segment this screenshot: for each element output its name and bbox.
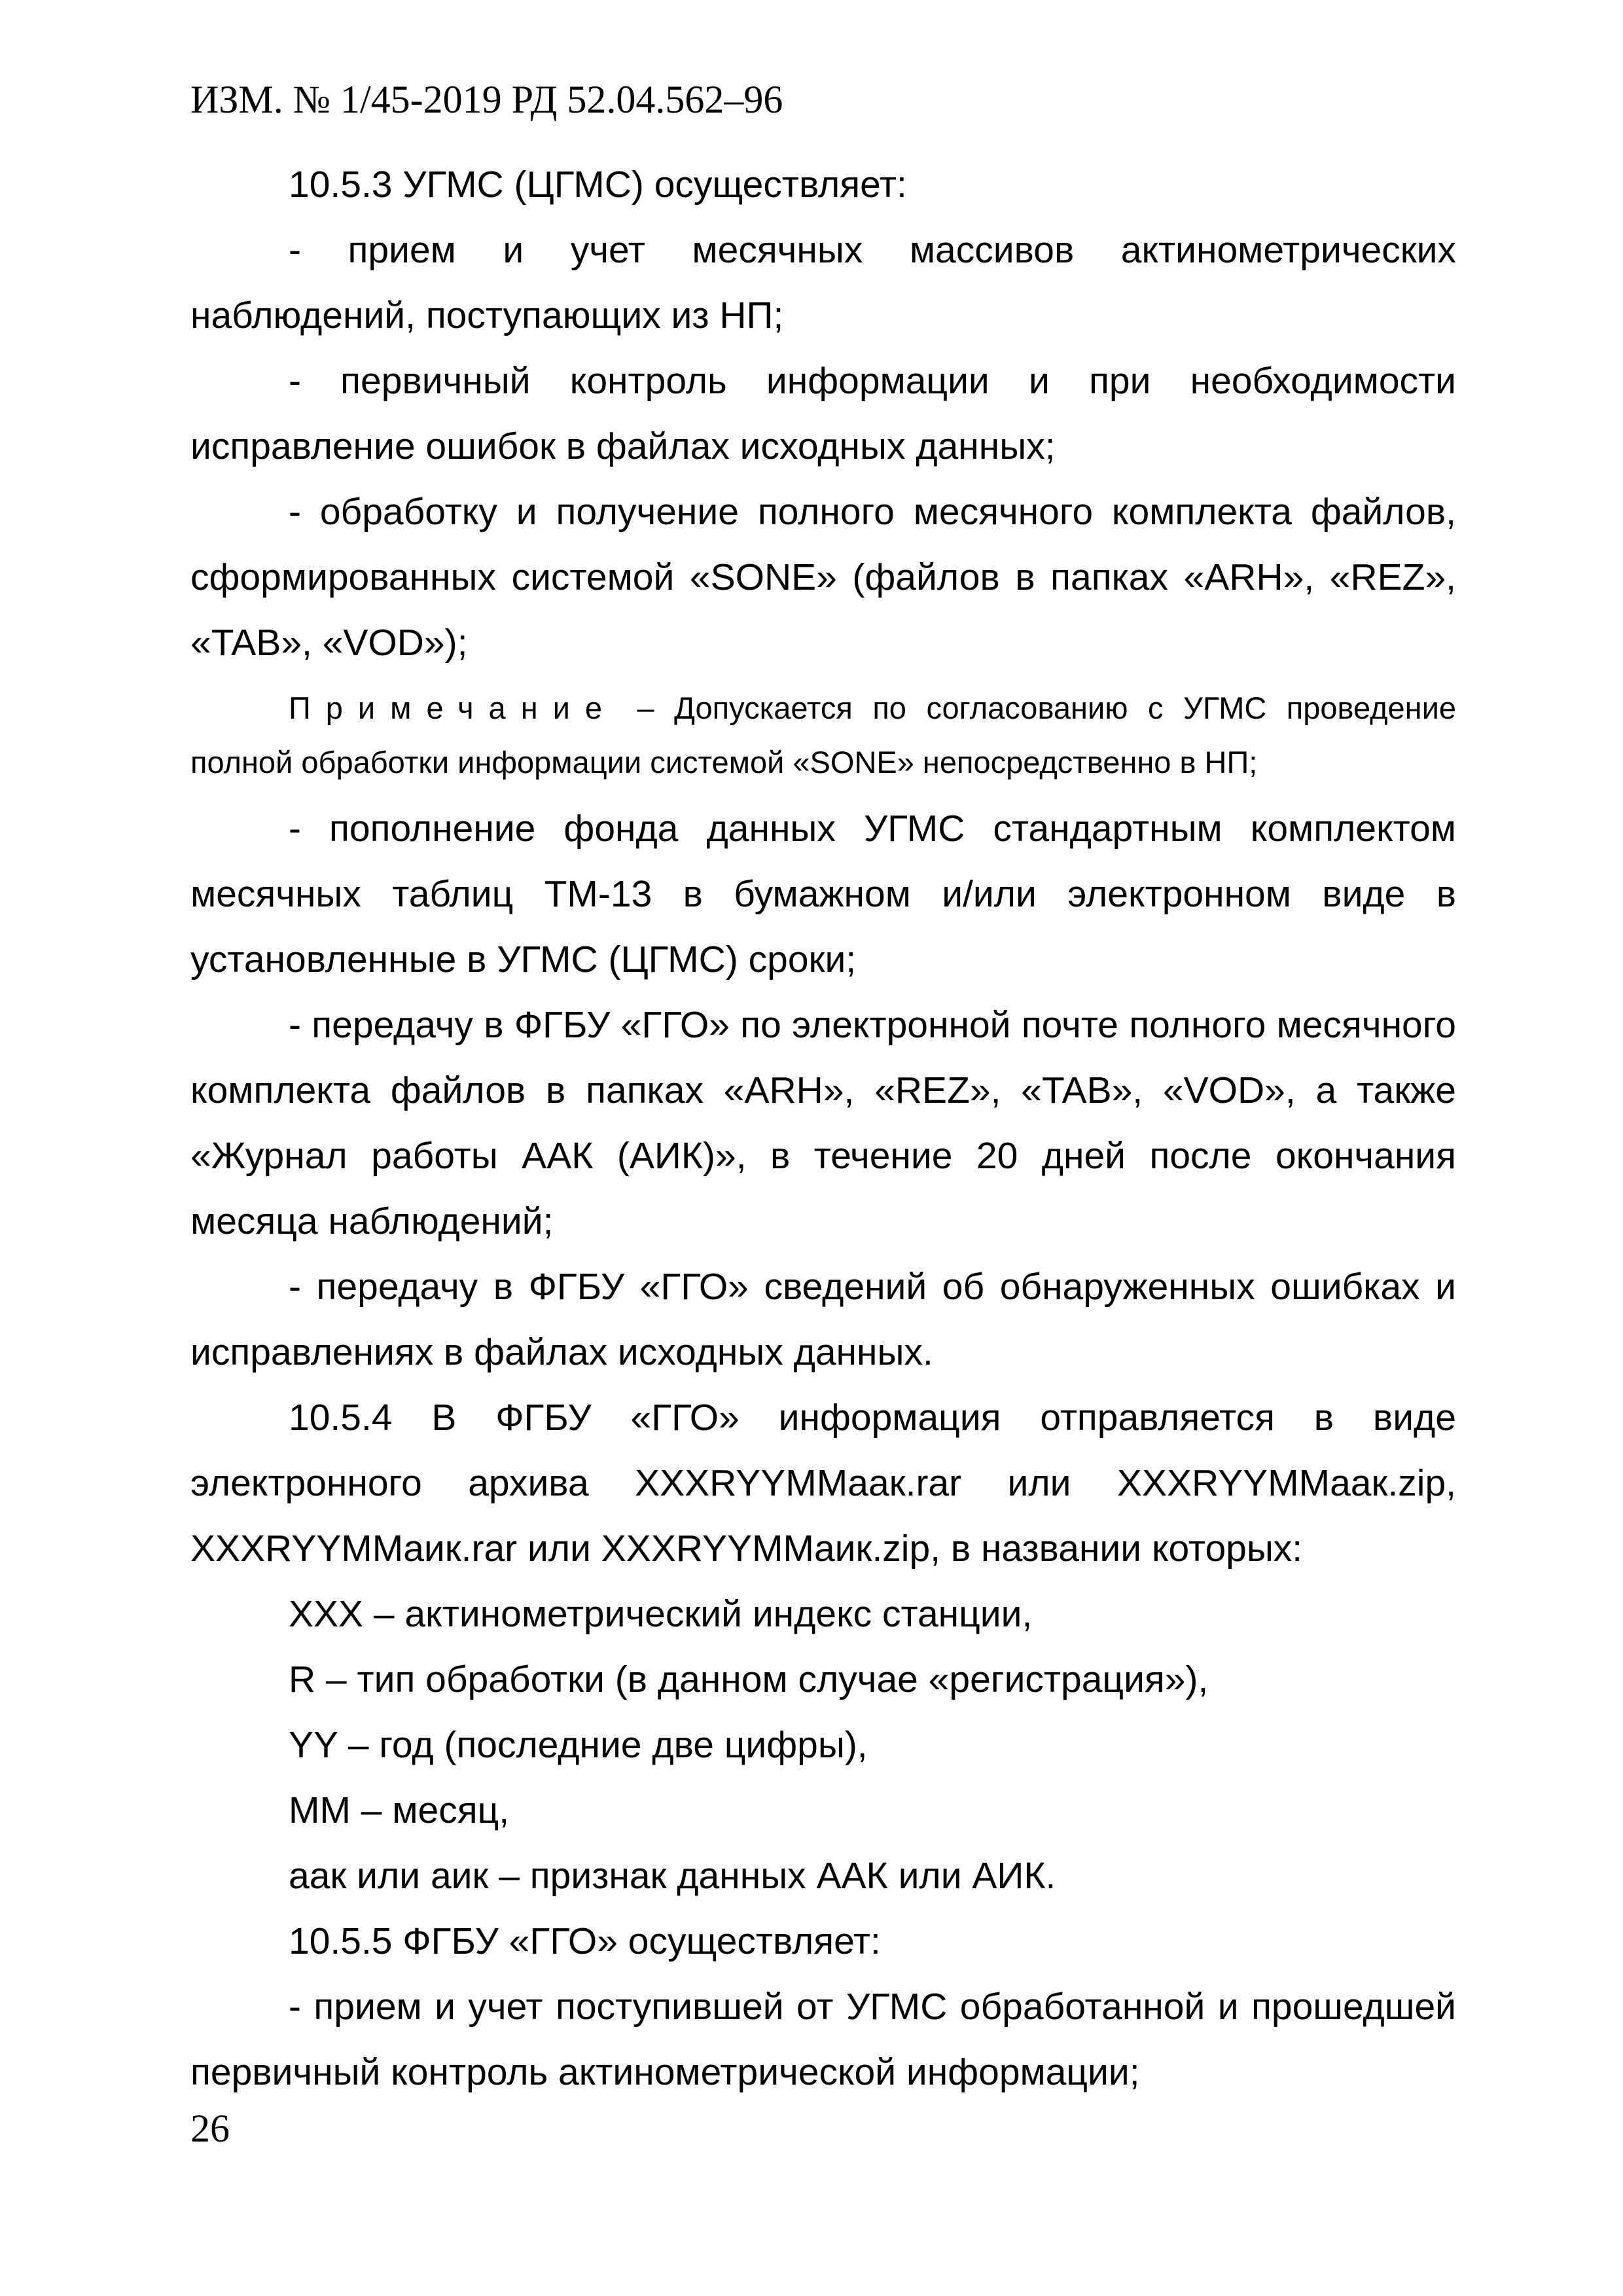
definition-item: R – тип обработки (в данном случае «регистрация»), <box>289 1659 1209 1700</box>
definition-item: XXX – актинометрический индекс станции, <box>289 1593 1033 1635</box>
list-item: - передачу в ФГБУ «ГГО» по электронной почте полного месячного комплекта файлов в папках «ARH», «REZ», «TAB», «VOD», а также «Журнал работы ААК (АИК)», в течение 20 дней после окончания месяца наблюдений; <box>190 1004 1456 1242</box>
document-header: ИЗМ. № 1/45-2019 РД 52.04.562–96 <box>190 78 783 121</box>
paragraph-10-5-5: 10.5.5 ФГБУ «ГГО» осуществляет: <box>289 1920 881 1962</box>
list-item: - прием и учет месячных массивов актинометрических наблюдений, поступающих из НП; <box>190 229 1456 336</box>
definition-item: YY – год (последние две цифры), <box>289 1724 868 1766</box>
list-item: - прием и учет поступившей от УГМС обработанной и прошедшей первичный контроль актинометрической информации; <box>190 1986 1456 2093</box>
page-number: 26 <box>190 2107 230 2150</box>
note <box>190 681 1456 789</box>
definition-item: MM – месяц, <box>289 1789 510 1831</box>
list-item: - обработку и получение полного месячного комплекта файлов, сформированных системой «SONE» (файлов в папках «ARH», «REZ», «TAB», «VOD»); <box>190 491 1456 664</box>
note-text: – Допускается по согласованию с УГМС проведение полной обработки информации системой «SONE» непосредственно в НП; <box>190 691 1456 780</box>
definition-item: аак или аик – признак данных ААК или АИК. <box>289 1855 1056 1897</box>
document-body <box>190 152 1456 2105</box>
paragraph-10-5-3: 10.5.3 УГМС (ЦГМС) осуществляет: <box>289 164 907 206</box>
list-item: - передачу в ФГБУ «ГГО» сведений об обнаруженных ошибках и исправлениях в файлах исходных данных. <box>190 1266 1456 1373</box>
list-item: - первичный контроль информации и при необходимости исправление ошибок в файлах исходных данных; <box>190 360 1456 467</box>
list-item: - пополнение фонда данных УГМС стандартным комплектом месячных таблиц ТМ-13 в бумажном и/или электронном виде в установленные в УГМС (ЦГМС) сроки; <box>190 808 1456 980</box>
paragraph-10-5-4: 10.5.4 В ФГБУ «ГГО» информация отправляется в виде электронного архива XXXRYYMMаак.rar или XXXRYYMMаак.zip, XXXRYYMMаик.rar или XXXRYYMMаик.zip, в названии которых: <box>190 1397 1456 1570</box>
note-label: Примечание <box>289 691 618 725</box>
